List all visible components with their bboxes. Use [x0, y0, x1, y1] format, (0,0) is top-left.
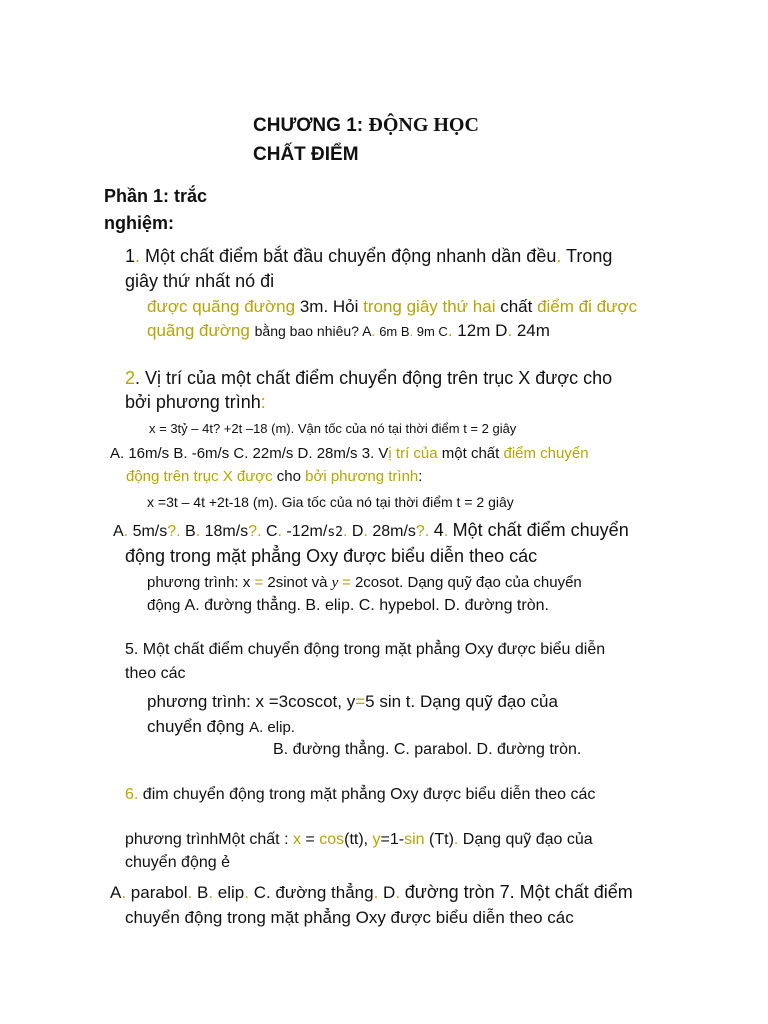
question-7-line2: chuyển động trong mặt phẳng Oxy được biểu diễn theo các	[125, 908, 574, 927]
question-3-answers: A. 5m/s?. B. 18m/s?. C. -12m/s2. D. 28m/s?. 4. Một chất điểm chuyển	[113, 520, 629, 540]
question-1-line2: giây thứ nhất nó đi	[125, 271, 275, 291]
question-1-line1: 1. Một chất điểm bắt đầu chuyển động nhanh dần đều. Trong	[125, 246, 613, 266]
question-2-equation: x = 3tỷ – 4t? +2t –18 (m). Vận tốc của nó tại thời điểm t = 2 giây	[149, 421, 517, 436]
question-4-line3: phương trình: x = 2sinot và y = 2cosot. Dạng quỹ đạo của chuyển	[147, 574, 582, 591]
question-4-answers: động A. đường thẳng. B. elip. C. hypebol. D. đường tròn.	[147, 597, 549, 614]
question-1-line4: quãng đường bằng bao nhiêu? A. 6m B. 9m C. 12m D. 24m	[147, 321, 550, 340]
chapter-title-line2: CHẤT ĐIỂM	[253, 144, 359, 165]
question-3-line2: động trên trục X được cho bởi phương trình:	[126, 468, 423, 485]
chapter-title-line1: CHƯƠNG 1: ĐỘNG HỌC	[253, 114, 479, 136]
question-3-equation: x =3t – 4t +2t-18 (m). Gia tốc của nó tại thời điểm t = 2 giây	[147, 494, 514, 510]
question-2-line1: 2. Vị trí của một chất điểm chuyển động trên trục X được cho	[125, 368, 613, 388]
question-5-line4: chuyển động A. elip.	[147, 717, 295, 736]
question-6-line3: chuyển động ẻ	[125, 854, 230, 871]
question-5-answers: B. đường thẳng. C. parabol. D. đường tròn.	[273, 741, 582, 758]
question-4-line2: động trong mặt phẳng Oxy được biểu diễn theo các	[125, 546, 538, 566]
section-heading-line2: nghiệm:	[104, 213, 174, 233]
question-6-line2: phương trìnhMột chất : x = cos(tt), y=1-sin (Tt). Dạng quỹ đạo của	[125, 831, 593, 848]
question-1-line3: được quãng đường 3m. Hỏi trong giây thứ hai chất điểm đi được	[147, 297, 638, 316]
question-6-line1: 6. đim chuyển động trong mặt phẳng Oxy được biểu diễn theo các	[125, 786, 596, 803]
question-2-line2: bởi phương trình:	[125, 392, 266, 412]
question-6-answers: A. parabol. B. elip. C. đường thẳng. D. đường tròn 7. Một chất điểm	[110, 882, 633, 902]
question-2-answers: A. 16m/s B. -6m/s C. 22m/s D. 28m/s 3. Vị trí của một chất điểm chuyển	[110, 445, 589, 462]
question-5-line1: 5. Một chất điểm chuyển động trong mặt phẳng Oxy được biểu diễn	[125, 641, 606, 658]
section-heading-line1: Phần 1: trắc	[104, 186, 208, 206]
question-5-line2: theo các	[125, 665, 186, 682]
question-5-line3: phương trình: x =3coscot, y=5 sin t. Dạng quỹ đạo của	[147, 692, 558, 711]
